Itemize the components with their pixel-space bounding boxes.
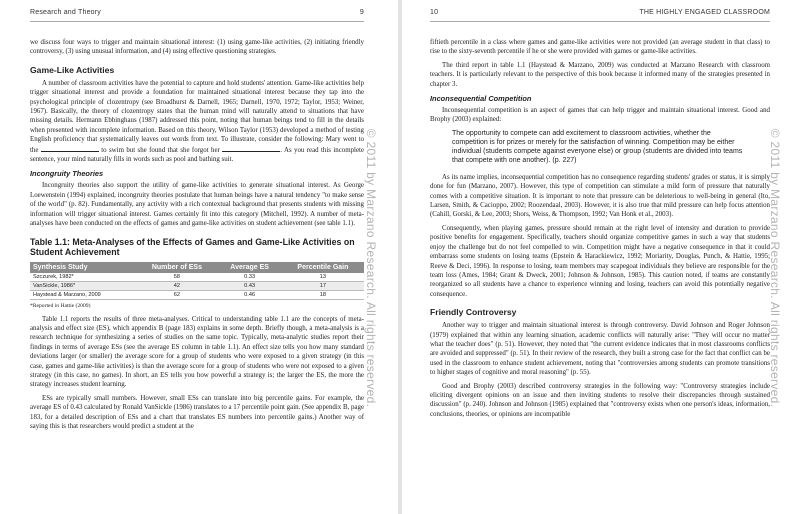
blank-line [222, 145, 280, 152]
table-cell: VanSickle, 1986* [30, 281, 136, 290]
section-title: Game-Like Activities [30, 64, 115, 75]
table-cell: 62 [136, 290, 217, 299]
running-header [430, 9, 770, 22]
intro-paragraph: we discuss four ways to trigger and maintain situational interest: (1) using game-like activities, (2) initiating friendly controversy, (3) using unusual information, and (4) using effective questioning strategies. [30, 39, 364, 56]
table-cell: 0.43 [217, 281, 281, 290]
results-paragraph: Table 1.1 reports the results of three meta-analyses. Critical to understanding table 1.1 are the concepts of meta-analysis and effect size (ES), which appendix B (page 183) explains in some depth. Briefly though, a meta-analysis is a research technique for synthesizing a series of studies on the same topic. Typically, meta-analytic studies report their findings in terms of average ESs (see the average ES column in table 1.1). An effect size tells you how many standard deviations larger (or smaller) the average score for a group of students who were exposed to a given strategy (in this case, games and game-like activities) is than the average score for a group of students who were not exposed to a given strategy (in this case, no games). In short, an ES tells you how powerful a strategy is; the larger the ES, the more the strategy increases student learning. [30, 315, 364, 389]
right-page [402, 0, 800, 514]
section-title: Friendly Controversy [430, 307, 517, 318]
column-header: Average ES [217, 262, 281, 273]
table-header-row [30, 262, 364, 273]
continued-paragraph: fiftieth percentile in a class where games and game-like activities were not provided (an average student in that class) to rise to the sixty-seventh percentile if he or she were provided with games or game-like activities. [430, 39, 770, 56]
as-name-paragraph: As its name implies, inconsequential competition has no consequence regarding students' grades or status, it is simply done for fun (Marzano, 2007). However, this type of competition can stimulate a mild form of pressure that naturally comes with a competitive situation. It is important to note that pressure can be deleterious to well-being in general (Ito, Larsen, Smith, & Cacioppo, 2002; Roozendaal, 2003). However, it is also true that mild pressure can help focus attention (Cahill, Gorski, & Lee, 2003; Shors, Weiss, & Thompson, 1992; Van Honk et al., 2003). [430, 173, 770, 219]
game-paragraph: A number of classroom activities have the potential to capture and hold students' attention. Game-like activities help trigger situational interest and provide a foundation for maintained situational interest because they tap into the psychological principle of cloze​ntropy (see Broadhurst & Darnell, 1965; Darnell, 1970, 1972; Taylor, 1953; Weiner, 1967). Basically, the theory of clozentropy states that the human mind will naturally attend to situations that have missing details. Hermann Ebbinghaus (1987) addressed this point, noting that human beings tend to fill in the details when presented with incomplete information. Based on this theory, Wilson Taylor (1953) developed a method of testing English proficiency that systematically leaves out words from text. To illustrate, consider the following: Mary went to the to swim but she found that she forgot her . As you read this incomplete sentence, your mind naturally fills in words such as pool and bathing suit. [30, 79, 364, 164]
blank-line [41, 145, 99, 152]
game-text-1: A number of classroom activities have the potential to capture and hold students' attention. Game-like activities help trigger situational interest and provide a foundation for maintained situational interest because they tap into the psychological principle of cloze​ntropy (see Broadhurst & Darnell, 1965; Darnell, 1970, 1972; Taylor, 1953; Weiner, 1967). Basically, the theory of clozentropy states that the human mind will naturally attend to situations that have missing details. Hermann Ebbinghaus (1987) addressed this point, noting that human beings tend to fill in the details when presented with incomplete information. Based on this theory, Wilson Taylor (1953) developed a method of testing English proficiency that systematically leaves out words from text. To illustrate, consider the following: Mary went to the [30, 79, 364, 154]
table-cell: 58 [136, 273, 217, 282]
table-row [30, 281, 364, 290]
column-header: Synthesis Study [30, 262, 136, 273]
competition-paragraph: Inconsequential competition is an aspect of games that can help trigger and maintain situational interest. Good and Brophy (2003) explained: [430, 107, 770, 124]
subsection-title: Incongruity Theories [30, 169, 104, 179]
table-title: Table 1.1: Meta-Analyses of the Effects of Games and Game-Like Activities on Student Achievement [30, 236, 355, 257]
left-page [0, 0, 398, 514]
table-cell: 0.33 [217, 273, 281, 282]
controversy-paragraph-2: Good and Brophy (2003) described controversy strategies in the following way: "Controversy strategies include eliciting divergent opinions on an issue and then inviting students to resolve their discrepancies through sustained discussion" (p. 240). Johnson and Johnson (1985) explained that "controversy exists when one person's ideas, information, conclusions, theories, or opinions are incompatible [430, 382, 770, 418]
header-title: Research and Theory [30, 9, 101, 16]
page-number: 9 [359, 9, 364, 16]
table-cell: 13 [282, 273, 364, 282]
header-title: THE HIGHLY ENGAGED CLASSROOM [639, 9, 770, 16]
block-quote: The opportunity to compete can add excitement to classroom activities, whether the competition is for prizes or merely for the satisfaction of winning. Competition may be either individual (students compete against everyone else) or group (students are divided into teams that compete with one another). (p. 227) [452, 129, 743, 164]
running-header [30, 9, 364, 22]
column-header: Percentile Gain [282, 262, 364, 273]
consequently-paragraph: Consequently, when playing games, pressure should remain at the right level of intensity and duration to provide positive benefits for engagement. Specifically, teachers should organize competitive games in such a way that students enjoy the challenge but do not feel compelled to win. Competition might have a negative consequence in that it could embarrass some students on losing teams (Epstein & Harackiewicz, 1992; Moriarity, Douglas, Punch, & Hattie, 1995; Reeve & Deci, 1996). In response to losing, team members may scapegoat individuals they believe are responsible for the team loss (Ames, 1984; Grant & Dweck, 2001; Johnson & Johnson, 1985). This caution noted, if teams are constantly reorganized so all students have a chance to experience winning and losing, teachers can avoid this potentially negative consequence. [430, 224, 770, 298]
table-cell: 18 [282, 290, 364, 299]
game-text-3: As you read this incomplete sentence, your mind naturally fills in words such as pool and bathing suit. [30, 146, 364, 164]
table-row [30, 290, 364, 299]
subsection-title: Inconsequential Competition [430, 94, 532, 104]
copyright-watermark [768, 118, 782, 418]
controversy-paragraph-1: Another way to trigger and maintain situational interest is through controversy. David Johnson and Roger Johnson (1979) explained that within any learning situation, academic conflicts will naturally arise: "They will occur no matter what the teacher does" (p. 51). However, they noted that "the current evidence indicates that in most classrooms conflicts are avoided and suppressed" (p. 51). In their review of the research, they built a strong case for the fact that conflict can be used in the classroom to enhance student achievement, noting that "controversies among students can promote transitions to higher stages of cognitive and moral reasoning" (p. 55). [430, 322, 770, 377]
game-text-2: to swim but she found that she forgot her [101, 146, 220, 154]
page-number: 10 [430, 9, 439, 16]
table-cell: 0.46 [217, 290, 281, 299]
table-row [30, 273, 364, 282]
table-cell: 17 [282, 281, 364, 290]
table-cell: Szczurek, 1982* [30, 273, 136, 282]
table-note: *Reported in Hattie (2009) [30, 302, 91, 309]
table-cell: Hays​tead & Marzano, 2009 [30, 290, 136, 299]
incongruity-paragraph: Incongruity theories also support the utility of game-like activities to generate situational interest. As George Loewenstein (1994) explained, incongruity theories postulate that human beings have a natural tendency "to make sense of the world" (p. 82). Fundamentally, any activity with a rich contextual background that presents students with missing information will trigger situational interest. Games certainly fit into this category (Mitchell, 1992). A number of meta-analyses have been conducted on the effects of games and game-like activities on student achievement (see table 1.1). [30, 182, 364, 228]
column-header: Number of ESs [136, 262, 217, 273]
watermark-text: © 2011 by Marzano Research. All rights reserved. [364, 128, 378, 408]
es-paragraph: ESs are typically small numbers. However, small ESs can translate into big percentile gains. For example, the average ES of 0.43 calculated by Ronald VanSickle (1986) translates to a 17 percentile point gain. (See appendix B, page 183, for a detailed description of ESs and a chart that translates ES numbers into percentile gains.) Another way of saying this is that researchers would predict a student at the [30, 394, 364, 430]
meta-analysis-table [30, 262, 364, 300]
table-cell: 42 [136, 281, 217, 290]
third-report-paragraph: The third report in table 1.1 (Haystead & Marzano, 2009) was conducted at Marzano Research with classroom teachers. It is particularly relevant to the perspective of this book because it informed many of the strategies presented in chapter 3. [430, 61, 770, 88]
watermark-text: © 2011 by Marzano Research. All rights reserved. [768, 128, 782, 408]
copyright-watermark [364, 118, 378, 418]
